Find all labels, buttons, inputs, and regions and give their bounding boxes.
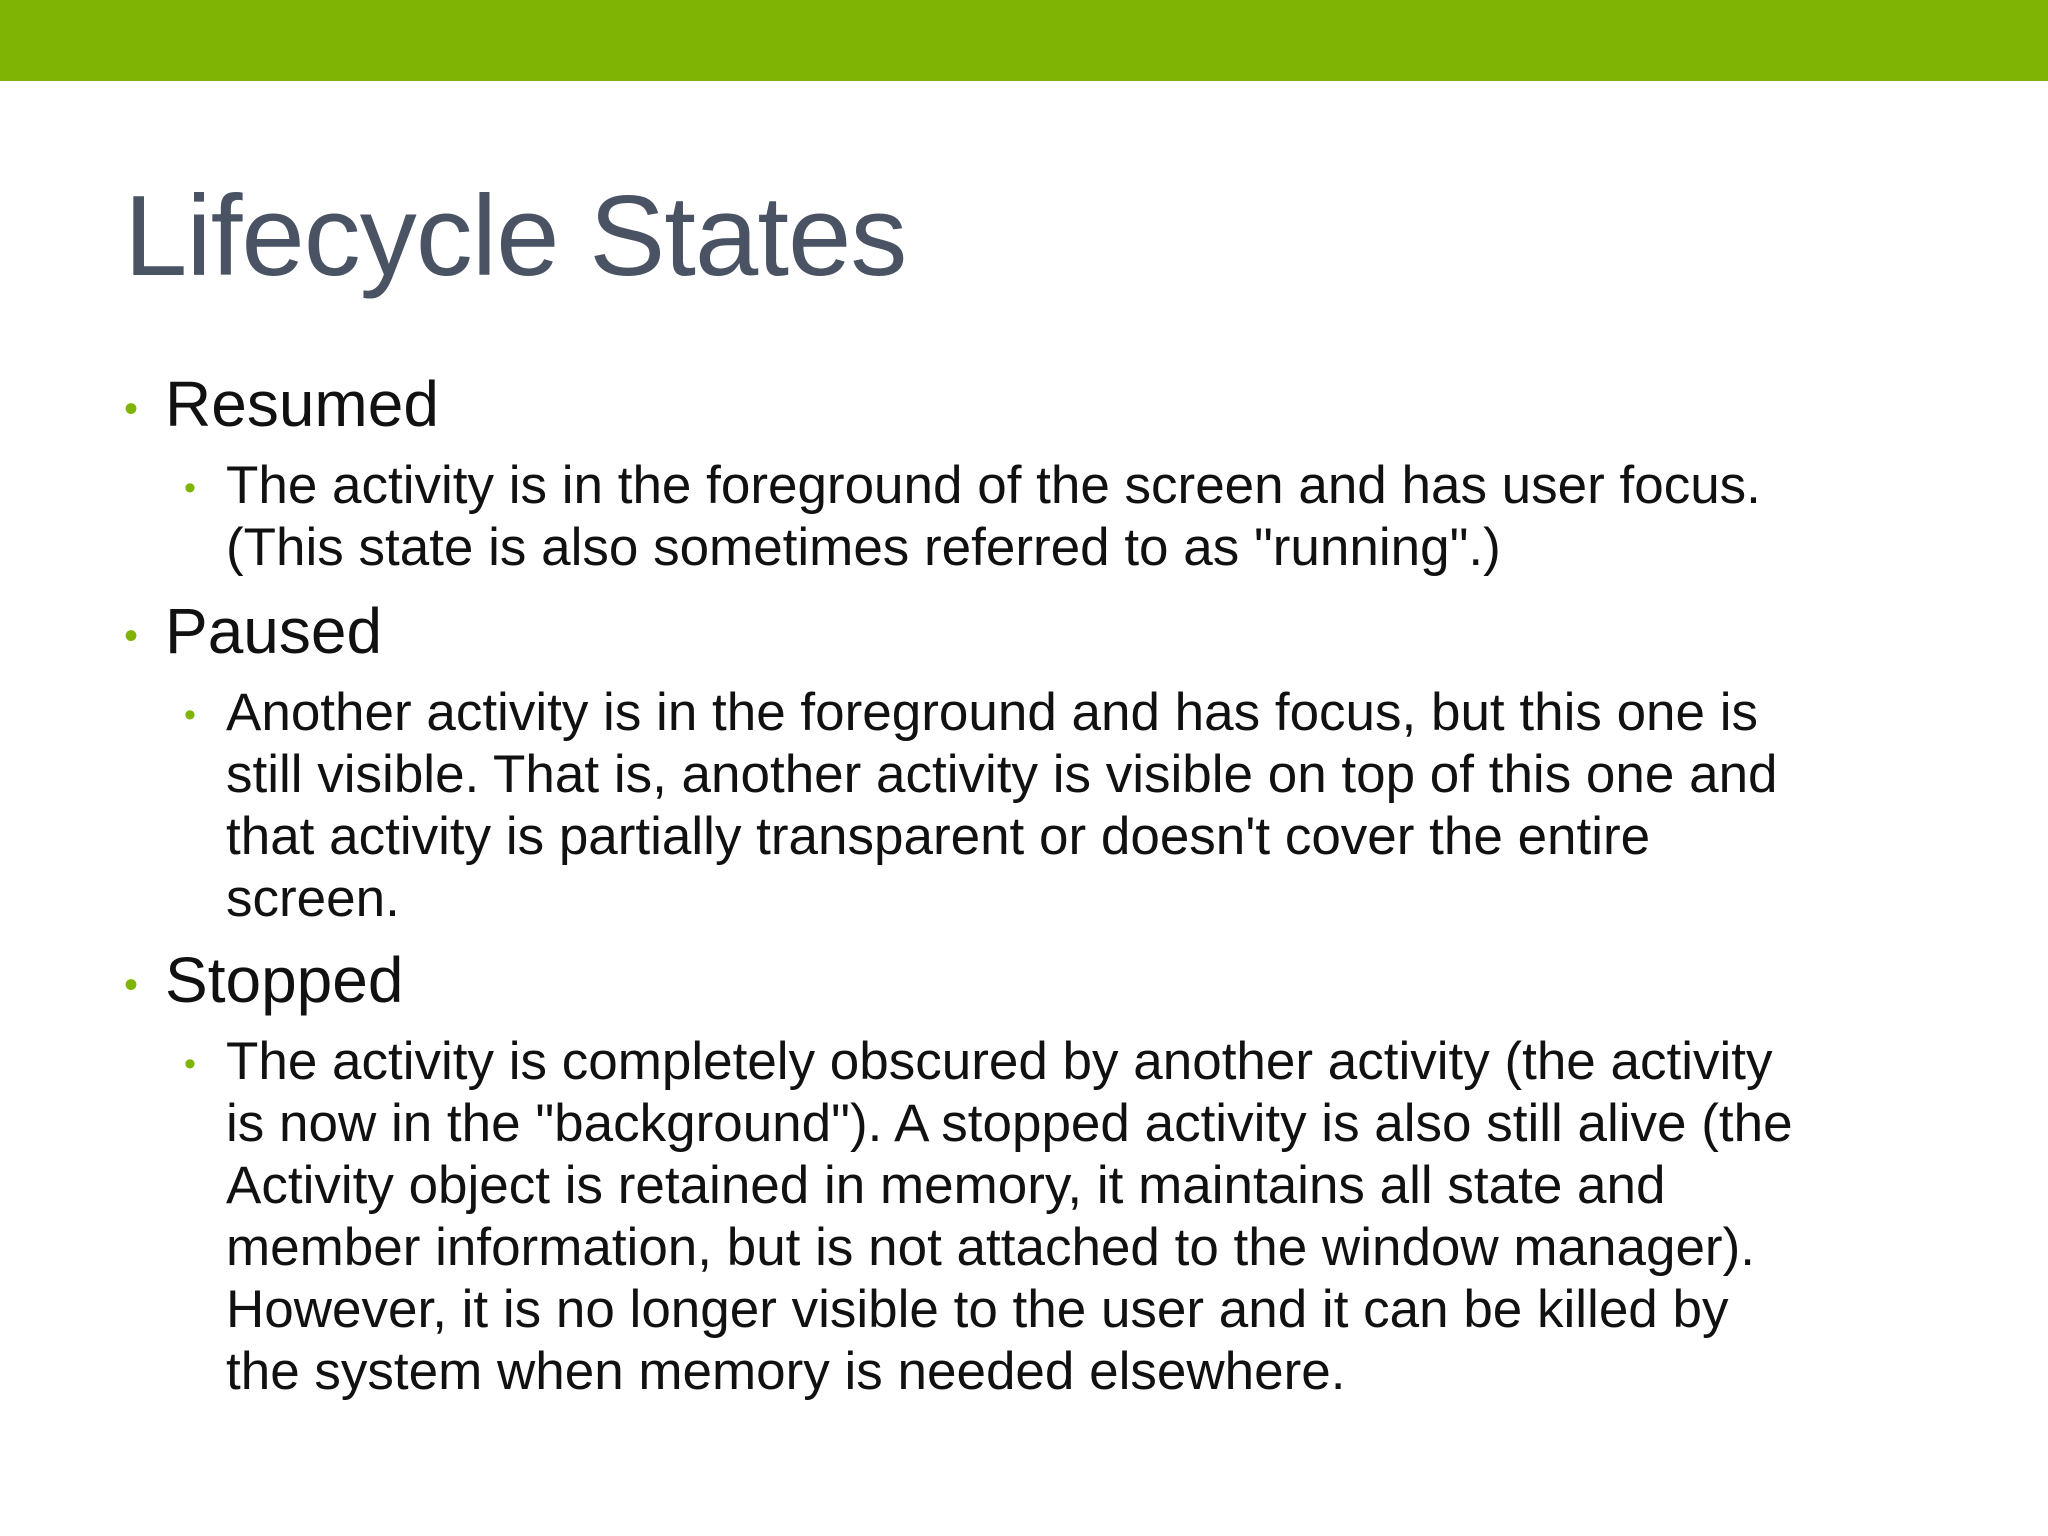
bullet-dot-icon: • — [184, 696, 196, 734]
state-description-stopped: The activity is completely obscured by another activity (the activity is now in the "background"). A stopped activity is also still alive (the Activity object is retained in memory, it maintains all state and member information, but is not attached to the window manager). However, it is no longer visible to the user and it can be killed by the system when memory is needed elsewhere. — [226, 1032, 1793, 1401]
state-heading-stopped: Stopped — [165, 944, 404, 1016]
state-description-paused: Another activity is in the foreground and has focus, but this one is still visible. That is, another activity is visible on top of this one and that activity is partially transparent or doesn't cover the entire screen. — [226, 683, 1778, 928]
state-heading-resumed: Resumed — [165, 368, 439, 440]
bullet-dot-icon: • — [124, 614, 139, 658]
bullet-dot-icon: • — [124, 963, 139, 1007]
state-description-resumed: The activity is in the foreground of the screen and has user focus. (This state is also sometimes referred to as "running".) — [226, 456, 1761, 577]
slide-title: Lifecycle States — [124, 173, 907, 300]
bullet-dot-icon: • — [124, 387, 139, 431]
bullet-dot-icon: • — [184, 1045, 196, 1083]
bullet-dot-icon: • — [184, 469, 196, 507]
state-heading-paused: Paused — [165, 595, 383, 667]
